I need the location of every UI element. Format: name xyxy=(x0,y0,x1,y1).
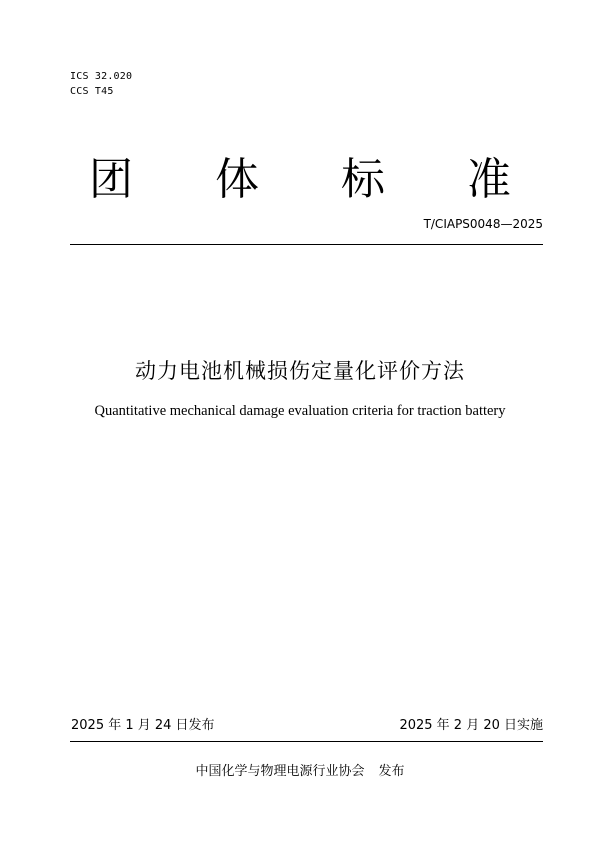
title-english: Quantitative mechanical damage evaluation criteria for traction battery xyxy=(94,403,506,419)
title-chinese: 动力电池机械损伤定量化评价方法 xyxy=(135,359,465,383)
ics-code: ICS 32.020 xyxy=(70,71,133,82)
top-divider xyxy=(70,244,543,245)
publication-date: 2025 年 1 月 24 日发布 xyxy=(71,718,215,733)
publisher-name: 中国化学与物理电源行业协会 xyxy=(195,764,365,779)
implementation-date: 2025 年 2 月 20 日实施 xyxy=(399,718,543,733)
ccs-code: CCS T45 xyxy=(70,86,114,97)
publisher-label: 发布 xyxy=(378,764,405,779)
document-type-heading: 团 体 标 准 xyxy=(89,154,545,205)
publisher-line xyxy=(0,763,600,781)
standard-number: T/CIAPS0048—2025 xyxy=(423,217,543,231)
bottom-divider xyxy=(70,741,543,742)
